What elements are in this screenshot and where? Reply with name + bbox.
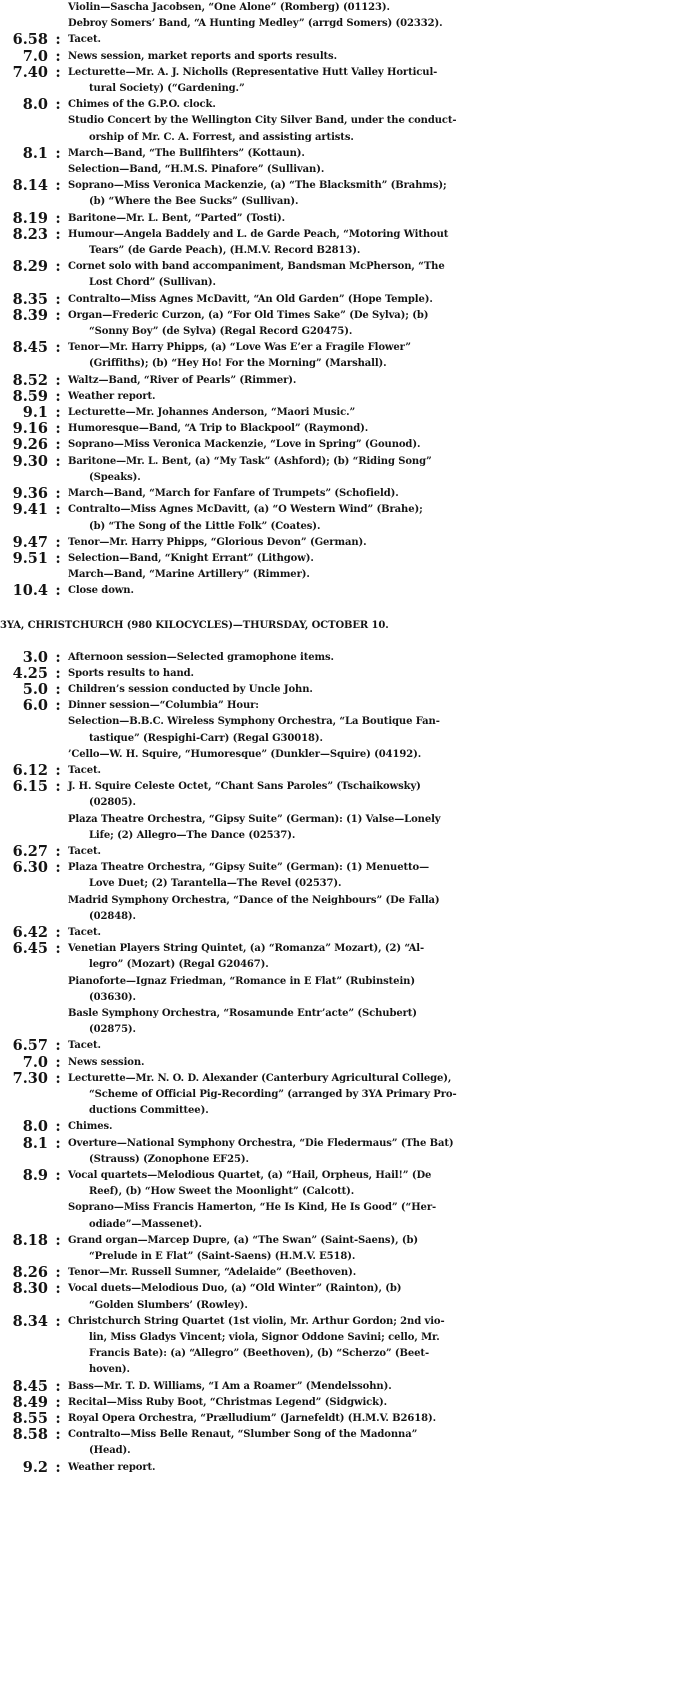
entry-continuation-line: Tears” (de Garde Peach), (H.M.V. Record B2813). <box>89 245 361 257</box>
entry-line: Contralto—Miss Belle Renaut, “Slumber Song of the Madonna” <box>68 1429 418 1441</box>
entry-line: Vocal quartets—Melodious Quartet, (a) “Hail, Orpheus, Hail!” (De <box>68 1170 432 1182</box>
programme-entry <box>0 178 700 210</box>
entry-text <box>68 32 700 48</box>
entry-line: Tenor—Mr. Harry Phipps, “Glorious Devon” (German). <box>68 536 367 548</box>
entry-line: Selection—Band, “Knight Errant” (Lithgow). <box>68 552 314 564</box>
programme-entry <box>0 227 700 259</box>
entry-line: Cornet solo with band accompaniment, Bandsman McPherson, “The <box>68 261 445 273</box>
time-separator: : <box>55 1134 61 1152</box>
entry-line: Christchurch String Quartet (1st violin, Mr. Arthur Gordon; 2nd vio- <box>68 1315 445 1327</box>
time-separator: : <box>55 404 61 422</box>
programme-entry <box>0 1071 700 1120</box>
entry-text <box>68 340 700 372</box>
programme-entry <box>0 941 700 1038</box>
time-separator: : <box>55 549 61 567</box>
entry-line: Tacet. <box>68 34 101 46</box>
entry-line: Tenor—Mr. Harry Phipps, (a) “Love Was E’er a Fragile Flower” <box>68 342 411 354</box>
entry-time: 4.25 <box>12 664 48 682</box>
entry-line: Lecturette—Mr. A. J. Nicholls (Representative Hutt Valley Horticul- <box>68 66 438 78</box>
programme-entry <box>0 1411 700 1427</box>
entry-text <box>68 421 700 437</box>
entry-line: March—Band, “Marine Artillery” (Rimmer). <box>68 569 310 581</box>
entry-line: News session. <box>68 1056 145 1068</box>
time-separator: : <box>55 371 61 389</box>
entry-line: News session, market reports and sports results. <box>68 50 337 62</box>
entry-time: 8.59 <box>12 387 48 405</box>
entry-text <box>68 178 700 210</box>
entry-time: 6.12 <box>12 761 48 779</box>
entry-time: 7.30 <box>12 1069 48 1087</box>
entry-continuation-line: (02805). <box>89 797 136 809</box>
entry-text <box>68 1233 700 1265</box>
time-separator: : <box>55 1037 61 1055</box>
entry-text <box>68 146 700 178</box>
entry-time: 6.42 <box>12 923 48 941</box>
entry-line: Bass—Mr. T. D. Williams, “I Am a Roamer” (Mendelssohn). <box>68 1380 392 1392</box>
entry-time: 8.14 <box>12 177 48 195</box>
entry-line: Lecturette—Mr. Johannes Anderson, “Maori Music.” <box>68 407 356 419</box>
entry-line: Recital—Miss Ruby Boot, “Christmas Legend” (Sidgwick). <box>68 1396 387 1408</box>
time-separator: : <box>55 258 61 276</box>
time-separator: : <box>55 923 61 941</box>
entry-line: Contralto—Miss Agnes McDavitt, “An Old Garden” (Hope Temple). <box>68 293 433 305</box>
entry-time: 8.18 <box>12 1231 48 1249</box>
entry-line: Lecturette—Mr. N. O. D. Alexander (Canterbury Agricultural College), <box>68 1072 452 1084</box>
entry-text <box>68 259 700 291</box>
entry-continuation-line: (03630). <box>89 991 136 1003</box>
entry-text <box>68 454 700 486</box>
entry-line: Basle Symphony Orchestra, “Rosamunde Entr’acte” (Schubert) <box>68 1007 417 1019</box>
entry-line: Waltz—Band, “River of Pearls” (Rimmer). <box>68 374 297 386</box>
time-separator: : <box>55 842 61 860</box>
time-separator: : <box>55 485 61 503</box>
entry-text <box>68 1119 700 1135</box>
programme-entry <box>0 1379 700 1395</box>
entry-time: 8.1 <box>22 144 48 162</box>
programme-entry <box>0 551 700 583</box>
entry-line: Humoresque—Band, “A Trip to Blackpool” (Raymond). <box>68 423 369 435</box>
time-separator: : <box>55 859 61 877</box>
time-separator: : <box>55 1393 61 1411</box>
time-separator: : <box>55 1053 61 1071</box>
entry-continuation-line: “Prelude in E Flat” (Saint-Saens) (H.M.V. E518). <box>89 1251 356 1263</box>
programme-entry <box>0 650 700 666</box>
entry-line: ’Cello—W. H. Squire, “Humoresque” (Dunkler—Squire) (04192). <box>68 748 422 760</box>
time-separator: : <box>55 1426 61 1444</box>
entry-line: Sports results to hand. <box>68 667 194 679</box>
entry-line: Royal Opera Orchestra, “Prælludium” (Jarnefeldt) (H.M.V. B2618). <box>68 1413 436 1425</box>
entry-continuation-line: Francis Bate): (a) “Allegro” (Beethoven), (b) “Scherzo” (Beet- <box>89 1348 430 1360</box>
entry-text <box>68 65 700 97</box>
entry-time: 6.58 <box>12 31 48 49</box>
time-separator: : <box>55 1458 61 1476</box>
time-separator: : <box>55 144 61 162</box>
programme-entry <box>0 65 700 97</box>
entry-line: Humour—Angela Baddely and L. de Garde Peach, “Motoring Without <box>68 228 449 240</box>
entry-line: Pianoforte—Ignaz Friedman, “Romance in E Flat” (Rubinstein) <box>68 975 415 987</box>
entry-continuation-line: “Scheme of Official Pig-Recording” (arranged by 3YA Primary Pro- <box>89 1089 457 1100</box>
time-separator: : <box>55 680 61 698</box>
entry-line: J. H. Squire Celeste Octet, “Chant Sans Paroles” (Tschaikowsky) <box>68 781 421 793</box>
entry-line: Selection—Band, “H.M.S. Pinafore” (Sullivan). <box>68 164 325 176</box>
entry-line: Weather report. <box>68 390 156 402</box>
programme-entry <box>0 1427 700 1459</box>
entry-line: Soprano—Miss Francis Hamerton, “He Is Kind, He Is Good” (“Her- <box>68 1202 437 1214</box>
entry-text <box>68 502 700 534</box>
entry-line: Tacet. <box>68 926 101 938</box>
time-separator: : <box>55 648 61 666</box>
entry-time: 9.36 <box>12 485 48 503</box>
entry-time: 9.30 <box>12 452 48 470</box>
entry-line: Baritone—Mr. L. Bent, “Parted” (Tosti). <box>68 212 285 224</box>
christchurch-station-heading: 3YA, CHRISTCHURCH (980 KILOCYCLES)—THURSDAY, OCTOBER 10. <box>0 619 389 631</box>
entry-line: Tacet. <box>68 1040 101 1052</box>
entry-text <box>68 1395 700 1411</box>
entry-time: 9.47 <box>12 533 48 551</box>
entry-continuation-line: “Sonny Boy” (de Sylva) (Regal Record G20475). <box>89 326 353 338</box>
time-separator: : <box>55 225 61 243</box>
entry-line: Soprano—Miss Veronica Mackenzie, (a) “The Blacksmith” (Brahms); <box>68 180 447 192</box>
programme-entry <box>0 259 700 291</box>
programme-entry <box>0 682 700 698</box>
time-separator: : <box>55 1280 61 1298</box>
entry-time: 8.1 <box>22 1134 48 1152</box>
entry-time: 8.29 <box>12 258 48 276</box>
time-separator: : <box>55 452 61 470</box>
entry-time: 8.34 <box>12 1312 48 1330</box>
entry-line: March—Band, “The Bullfihters” (Kottaun). <box>68 147 305 159</box>
entry-continuation-line: Reef), (b) “How Sweet the Moonlight” (Calcott). <box>89 1186 355 1198</box>
time-separator: : <box>55 420 61 438</box>
entry-line: Organ—Frederic Curzon, (a) “For Old Times Sake” (De Sylva); (b) <box>68 309 429 321</box>
programme-entry <box>0 486 700 502</box>
entry-time: 7.0 <box>22 47 48 65</box>
entry-continuation-line: (02848). <box>89 910 136 922</box>
entry-time: 9.1 <box>22 404 48 422</box>
entry-continuation-line: odiade”—Massenet). <box>89 1218 202 1230</box>
entry-line: Dinner session—“Columbia” Hour: <box>68 700 259 712</box>
entry-line: Vocal duets—Melodious Duo, (a) “Old Winter” (Rainton), (b) <box>68 1283 402 1295</box>
time-separator: : <box>55 697 61 715</box>
entry-line: Overture—National Symphony Orchestra, “Die Fledermaus” (The Bat) <box>68 1137 454 1149</box>
entry-time: 8.0 <box>22 96 48 114</box>
entry-continuation-line: (02875). <box>89 1024 136 1036</box>
programme-entry <box>0 763 700 779</box>
programme-entry <box>0 1168 700 1233</box>
entry-line: Selection—B.B.C. Wireless Symphony Orchestra, “La Boutique Fan- <box>68 716 440 728</box>
entry-time: 9.41 <box>12 501 48 519</box>
entry-continuation-line: tastique” (Respighi-Carr) (Regal G30018). <box>89 732 323 744</box>
entry-text <box>68 389 700 405</box>
programme-entry <box>0 1055 700 1071</box>
entry-time: 3.0 <box>22 648 48 666</box>
entry-time: 8.35 <box>12 290 48 308</box>
entry-text <box>68 1265 700 1281</box>
programme-entry <box>0 666 700 682</box>
programme-entry <box>0 373 700 389</box>
programme-entry <box>0 1119 700 1135</box>
time-separator: : <box>55 582 61 600</box>
entry-line: Madrid Symphony Orchestra, “Dance of the Neighbours” (De Falla) <box>68 894 440 906</box>
entry-line: Venetian Players String Quintet, (a) “Romanza” Mozart), (2) “Al- <box>68 943 425 955</box>
entry-line: Weather report. <box>68 1461 156 1473</box>
entry-text <box>68 1460 700 1476</box>
time-separator: : <box>55 436 61 454</box>
entry-text <box>68 0 700 32</box>
entry-line: Close down. <box>68 585 134 597</box>
entry-text <box>68 405 700 421</box>
entry-time: 8.19 <box>12 209 48 227</box>
entry-continuation-line: Lost Chord” (Sullivan). <box>89 277 216 289</box>
programme-entry <box>0 502 700 534</box>
entry-text <box>68 1055 700 1071</box>
time-separator: : <box>55 96 61 114</box>
time-separator: : <box>55 1118 61 1136</box>
entry-text <box>68 292 700 308</box>
entry-time: 6.57 <box>12 1037 48 1055</box>
entry-time: 6.0 <box>22 697 48 715</box>
entry-text <box>68 1136 700 1168</box>
entry-continuation-line: lin, Miss Gladys Vincent; viola, Signor Oddone Savini; cello, Mr. <box>89 1332 440 1344</box>
programme-entry <box>0 97 700 146</box>
entry-continuation-line: ductions Committee). <box>89 1105 209 1117</box>
entry-line: Plaza Theatre Orchestra, “Gipsy Suite” (German): (1) Menuetto— <box>68 862 429 874</box>
time-separator: : <box>55 761 61 779</box>
entry-text <box>68 941 700 1038</box>
entry-text <box>68 486 700 502</box>
entry-text <box>68 1038 700 1054</box>
time-separator: : <box>55 339 61 357</box>
time-separator: : <box>55 306 61 324</box>
time-separator: : <box>55 177 61 195</box>
entry-text <box>68 551 700 583</box>
entry-continuation-line: (b) “The Song of the Little Folk” (Coates). <box>89 520 321 532</box>
programme-entry <box>0 1233 700 1265</box>
programme-entry <box>0 1314 700 1379</box>
entry-time: 6.45 <box>12 940 48 958</box>
entry-time: 6.30 <box>12 859 48 877</box>
entry-time: 8.30 <box>12 1280 48 1298</box>
entry-text <box>68 308 700 340</box>
entry-time: 8.52 <box>12 371 48 389</box>
entry-continuation-line: Love Duet; (2) Tarantella—The Revel (02537). <box>89 878 342 890</box>
entry-line: Children’s session conducted by Uncle John. <box>68 683 313 695</box>
entry-time: 6.27 <box>12 842 48 860</box>
entry-time: 9.16 <box>12 420 48 438</box>
christchurch-programme-section <box>0 650 700 1476</box>
entry-continuation-line: (b) “Where the Bee Sucks” (Sullivan). <box>89 196 299 208</box>
entry-text <box>68 373 700 389</box>
entry-text <box>68 535 700 551</box>
programme-entry <box>0 292 700 308</box>
programme-entry <box>0 860 700 925</box>
programme-entry <box>0 340 700 372</box>
time-separator: : <box>55 63 61 81</box>
programme-entry <box>0 421 700 437</box>
programme-entry <box>0 844 700 860</box>
time-separator: : <box>55 1312 61 1330</box>
entry-line: Studio Concert by the Wellington City Silver Band, under the conduct- <box>68 115 457 127</box>
programme-entry <box>0 49 700 65</box>
entry-time: 5.0 <box>22 680 48 698</box>
entry-time: 8.49 <box>12 1393 48 1411</box>
entry-time: 9.26 <box>12 436 48 454</box>
programme-entry <box>0 1136 700 1168</box>
entry-text <box>68 763 700 779</box>
entry-text <box>68 1411 700 1427</box>
programme-entry <box>0 1395 700 1411</box>
programme-entry <box>0 405 700 421</box>
entry-text <box>68 1314 700 1379</box>
time-separator: : <box>55 387 61 405</box>
entry-continuation-line: hoven). <box>89 1364 130 1376</box>
entry-line: Baritone—Mr. L. Bent, (a) “My Task” (Ashford); (b) “Riding Song” <box>68 455 432 467</box>
entry-time: 7.40 <box>12 63 48 81</box>
time-separator: : <box>55 1377 61 1395</box>
entry-continuation-line: (Griffiths); (b) “Hey Ho! For the Morning” (Marshall). <box>89 358 387 370</box>
time-separator: : <box>55 533 61 551</box>
entry-text <box>68 666 700 682</box>
entry-line: Tacet. <box>68 764 101 776</box>
entry-text <box>68 779 700 844</box>
programme-entry <box>0 0 700 32</box>
programme-entry <box>0 1265 700 1281</box>
time-separator: : <box>55 209 61 227</box>
time-separator: : <box>55 290 61 308</box>
entry-time: 10.4 <box>12 582 48 600</box>
entry-text <box>68 925 700 941</box>
programme-entry <box>0 583 700 599</box>
entry-time: 8.39 <box>12 306 48 324</box>
entry-continuation-line: Life; (2) Allegro—The Dance (02537). <box>89 829 296 841</box>
entry-continuation-line: (Head). <box>89 1445 131 1457</box>
entry-line: Grand organ—Marcep Dupre, (a) “The Swan” (Saint-Saens), (b) <box>68 1234 419 1246</box>
time-separator: : <box>55 664 61 682</box>
programme-entry <box>0 389 700 405</box>
time-separator: : <box>55 1069 61 1087</box>
entry-time: 8.45 <box>12 339 48 357</box>
entry-line: Violin—Sascha Jacobsen, “One Alone” (Romberg) (01123). <box>68 2 390 13</box>
programme-entry <box>0 1460 700 1476</box>
programme-entry <box>0 698 700 763</box>
entry-continuation-line: (Speaks). <box>89 471 141 483</box>
entry-line: Debroy Somers’ Band, “A Hunting Medley” (arrgd Somers) (02332). <box>68 18 443 30</box>
entry-text <box>68 1427 700 1459</box>
entry-text <box>68 211 700 227</box>
programme-entry <box>0 1281 700 1313</box>
programme-entry <box>0 146 700 178</box>
programme-entry <box>0 535 700 551</box>
time-separator: : <box>55 1264 61 1282</box>
programme-entry <box>0 1038 700 1054</box>
programme-entry <box>0 454 700 486</box>
time-separator: : <box>55 778 61 796</box>
entry-line: Plaza Theatre Orchestra, “Gipsy Suite” (German): (1) Valse—Lonely <box>68 813 441 825</box>
entry-time: 9.51 <box>12 549 48 567</box>
entry-time: 9.2 <box>22 1458 48 1476</box>
entry-text <box>68 682 700 698</box>
entry-line: Tenor—Mr. Russell Sumner, “Adelaide” (Beethoven). <box>68 1267 357 1279</box>
entry-continuation-line: tural Society) (“Gardening.” <box>89 83 245 95</box>
wellington-programme-section <box>0 0 700 600</box>
entry-line: Tacet. <box>68 845 101 857</box>
entry-time: 8.45 <box>12 1377 48 1395</box>
entry-time: 8.55 <box>12 1410 48 1428</box>
entry-continuation-line: legro” (Mozart) (Regal G20467). <box>89 959 269 971</box>
entry-text <box>68 650 700 666</box>
entry-time: 7.0 <box>22 1053 48 1071</box>
programme-entry <box>0 32 700 48</box>
entry-text <box>68 1379 700 1395</box>
entry-text <box>68 698 700 763</box>
time-separator: : <box>55 47 61 65</box>
programme-entry <box>0 779 700 844</box>
entry-text <box>68 227 700 259</box>
entry-text <box>68 1168 700 1233</box>
entry-text <box>68 583 700 599</box>
entry-text <box>68 844 700 860</box>
entry-continuation-line: (Strauss) (Zonophone EF25). <box>89 1153 249 1165</box>
entry-line: Soprano—Miss Veronica Mackenzie, “Love in Spring” (Gounod). <box>68 439 421 451</box>
time-separator: : <box>55 940 61 958</box>
time-separator: : <box>55 501 61 519</box>
entry-text <box>68 97 700 146</box>
entry-text <box>68 437 700 453</box>
entry-time: 8.58 <box>12 1426 48 1444</box>
entry-text <box>68 860 700 925</box>
entry-continuation-line: orship of Mr. C. A. Forrest, and assisting artists. <box>89 131 354 143</box>
entry-time: 8.9 <box>22 1167 48 1185</box>
entry-time: 8.26 <box>12 1264 48 1282</box>
entry-line: Chimes. <box>68 1121 113 1133</box>
entry-continuation-line: “Golden Slumbers’ (Rowley). <box>89 1299 248 1311</box>
time-separator: : <box>55 1231 61 1249</box>
programme-entry <box>0 211 700 227</box>
programme-entry <box>0 308 700 340</box>
entry-time: 6.15 <box>12 778 48 796</box>
entry-time: 8.23 <box>12 225 48 243</box>
entry-text <box>68 1281 700 1313</box>
entry-line: Contralto—Miss Agnes McDavitt, (a) “O Western Wind” (Brahe); <box>68 504 423 516</box>
entry-time: 8.0 <box>22 1118 48 1136</box>
entry-text <box>68 1071 700 1120</box>
entry-text <box>68 49 700 65</box>
entry-line: March—Band, “March for Fanfare of Trumpets” (Schofield). <box>68 488 399 500</box>
time-separator: : <box>55 1167 61 1185</box>
time-separator: : <box>55 1410 61 1428</box>
time-separator: : <box>55 31 61 49</box>
entry-line: Chimes of the G.P.O. clock. <box>68 99 216 111</box>
entry-line: Afternoon session—Selected gramophone items. <box>68 651 334 663</box>
programme-entry <box>0 437 700 453</box>
programme-entry <box>0 925 700 941</box>
